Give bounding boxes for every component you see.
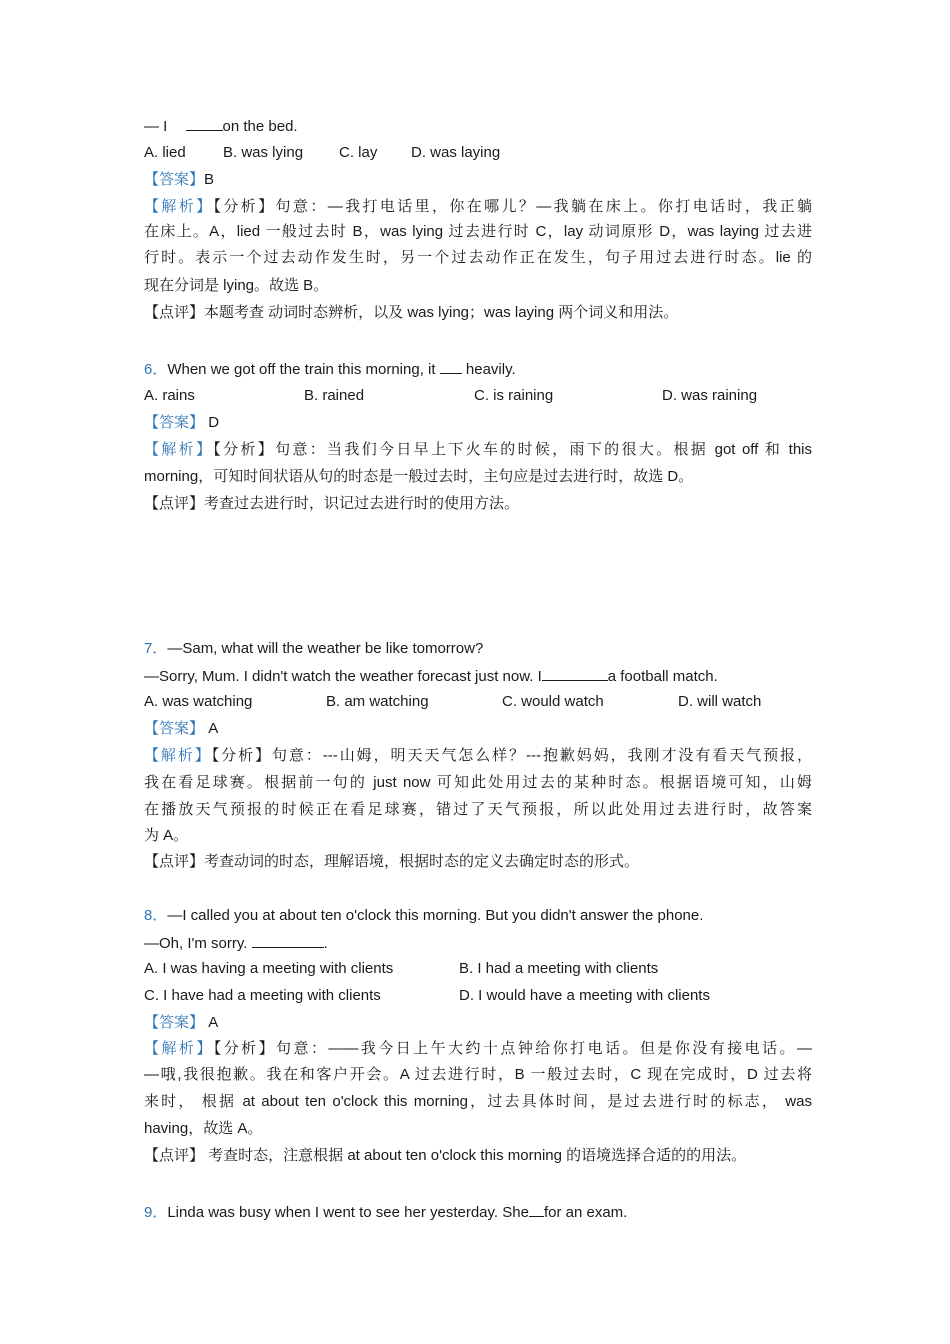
q8-analysis-line-2: —哦,我很抱歉。我在和客户开会。A 过去进行时，B 一般过去时，C 现在完成时，D 过去将 — [144, 1066, 812, 1083]
q7-option-b: B. am watching — [326, 693, 429, 710]
q5-answer: 【答案】B — [144, 171, 215, 188]
q5-option-d: D. was laying — [411, 144, 501, 161]
q7-option-d: D. will watch — [678, 693, 762, 710]
q8-answer: 【答案】 A — [144, 1014, 219, 1031]
q5-analysis-line-2: 在床上。A，lied 一般过去时 B，was lying 过去进行时 C，lay 动词原形 D，was laying 过去进 — [144, 223, 812, 240]
q7-stem-line-2: —Sorry, Mum. I didn't watch the weather forecast just now. I a football match. — [144, 668, 718, 685]
q8-stem-line-1: 8．—I called you at about ten o'clock this morning. But you didn't answer the phone. — [144, 907, 704, 924]
q6-option-c: C. is raining — [474, 387, 554, 404]
q7-option-a: A. was watching — [144, 693, 253, 710]
q7-stem-line-1: 7．—Sam, what will the weather be like tomorrow? — [144, 640, 484, 657]
q6-analysis-line-2: morning，可知时间状语从句的时态是一般过去时，主句应是过去进行时，故选 D。 — [144, 468, 694, 485]
q5-option-b: B. was lying — [223, 144, 304, 161]
q6-answer: 【答案】 D — [144, 414, 220, 431]
q5-blank — [186, 116, 223, 131]
q7-analysis-line-1: 【解析】【分析】句意：---山姆，明天天气怎么样？---抱歉妈妈，我刚才没有看天气预报， — [144, 747, 812, 764]
q8-comment: 【点评】 考查时态，注意根据 at about ten o'clock this morning 的语境选择合适的的用法。 — [144, 1147, 747, 1164]
q6-stem: 6．When we got off the train this morning, it heavily. — [144, 361, 516, 378]
q5-analysis-line-3: 行时。表示一个过去动作发生时，另一个过去动作正在发生，句子用过去进行时态。lie 的 — [144, 249, 812, 266]
q8-analysis-line-1: 【解析】【分析】句意：——我今日上午大约十点钟给你打电话。但是你没有接电话。— — [144, 1040, 812, 1057]
q7-blank — [542, 666, 608, 681]
q5-option-c: C. lay — [339, 144, 378, 161]
q8-analysis-line-3: 来时， 根据 at about ten o'clock this morning，过去具体时间，是过去进行时的标志， was — [144, 1093, 812, 1110]
q8-option-a: A. I was having a meeting with clients — [144, 960, 394, 977]
q6-blank — [440, 359, 462, 374]
q8-blank — [252, 933, 324, 948]
q5-analysis-line-1: 【解析】【分析】句意：—我打电话里，你在哪儿？—我躺在床上。你打电话时，我正躺 — [144, 198, 812, 215]
q8-analysis-line-4: having，故选 A。 — [144, 1120, 263, 1137]
q5-stem: — I on the bed. — [144, 118, 298, 135]
q7-analysis-line-4: 为 A。 — [144, 827, 189, 844]
q7-analysis-line-3: 在播放天气预报的时候正在看足球赛，错过了天气预报，所以此处用过去进行时，故答案 — [144, 801, 812, 818]
q8-stem-line-2: —Oh, I'm sorry. . — [144, 935, 328, 952]
q6-option-a: A. rains — [144, 387, 195, 404]
q6-option-b: B. rained — [304, 387, 365, 404]
q9-stem: 9．Linda was busy when I went to see her yesterday. She for an exam. — [144, 1204, 628, 1221]
q6-comment: 【点评】考查过去进行时，识记过去进行时的使用方法。 — [144, 495, 520, 512]
q6-analysis-line-1: 【解析】【分析】句意：当我们今日早上下火车的时候，雨下的很大。根据 got off 和 this — [144, 441, 812, 458]
q5-option-a: A. lied — [144, 144, 186, 161]
q8-option-d: D. I would have a meeting with clients — [459, 987, 710, 1004]
q8-option-c: C. I have had a meeting with clients — [144, 987, 381, 1004]
q6-option-d: D. was raining — [662, 387, 758, 404]
q7-answer: 【答案】 A — [144, 720, 219, 737]
q9-blank — [529, 1202, 544, 1217]
q5-comment: 【点评】本题考查 动词时态辨析，以及 was lying；was laying 两个词义和用法。 — [144, 304, 679, 321]
q7-comment: 【点评】考查动词的时态，理解语境，根据时态的定义去确定时态的形式。 — [144, 853, 640, 870]
q8-option-b: B. I had a meeting with clients — [459, 960, 659, 977]
q5-analysis-line-4: 现在分词是 lying。故选 B。 — [144, 277, 329, 294]
q7-analysis-line-2: 我在看足球赛。根据前一句的 just now 可知此处用过去的某种时态。根据语境可知，山姆 — [144, 774, 812, 791]
q7-option-c: C. would watch — [502, 693, 604, 710]
